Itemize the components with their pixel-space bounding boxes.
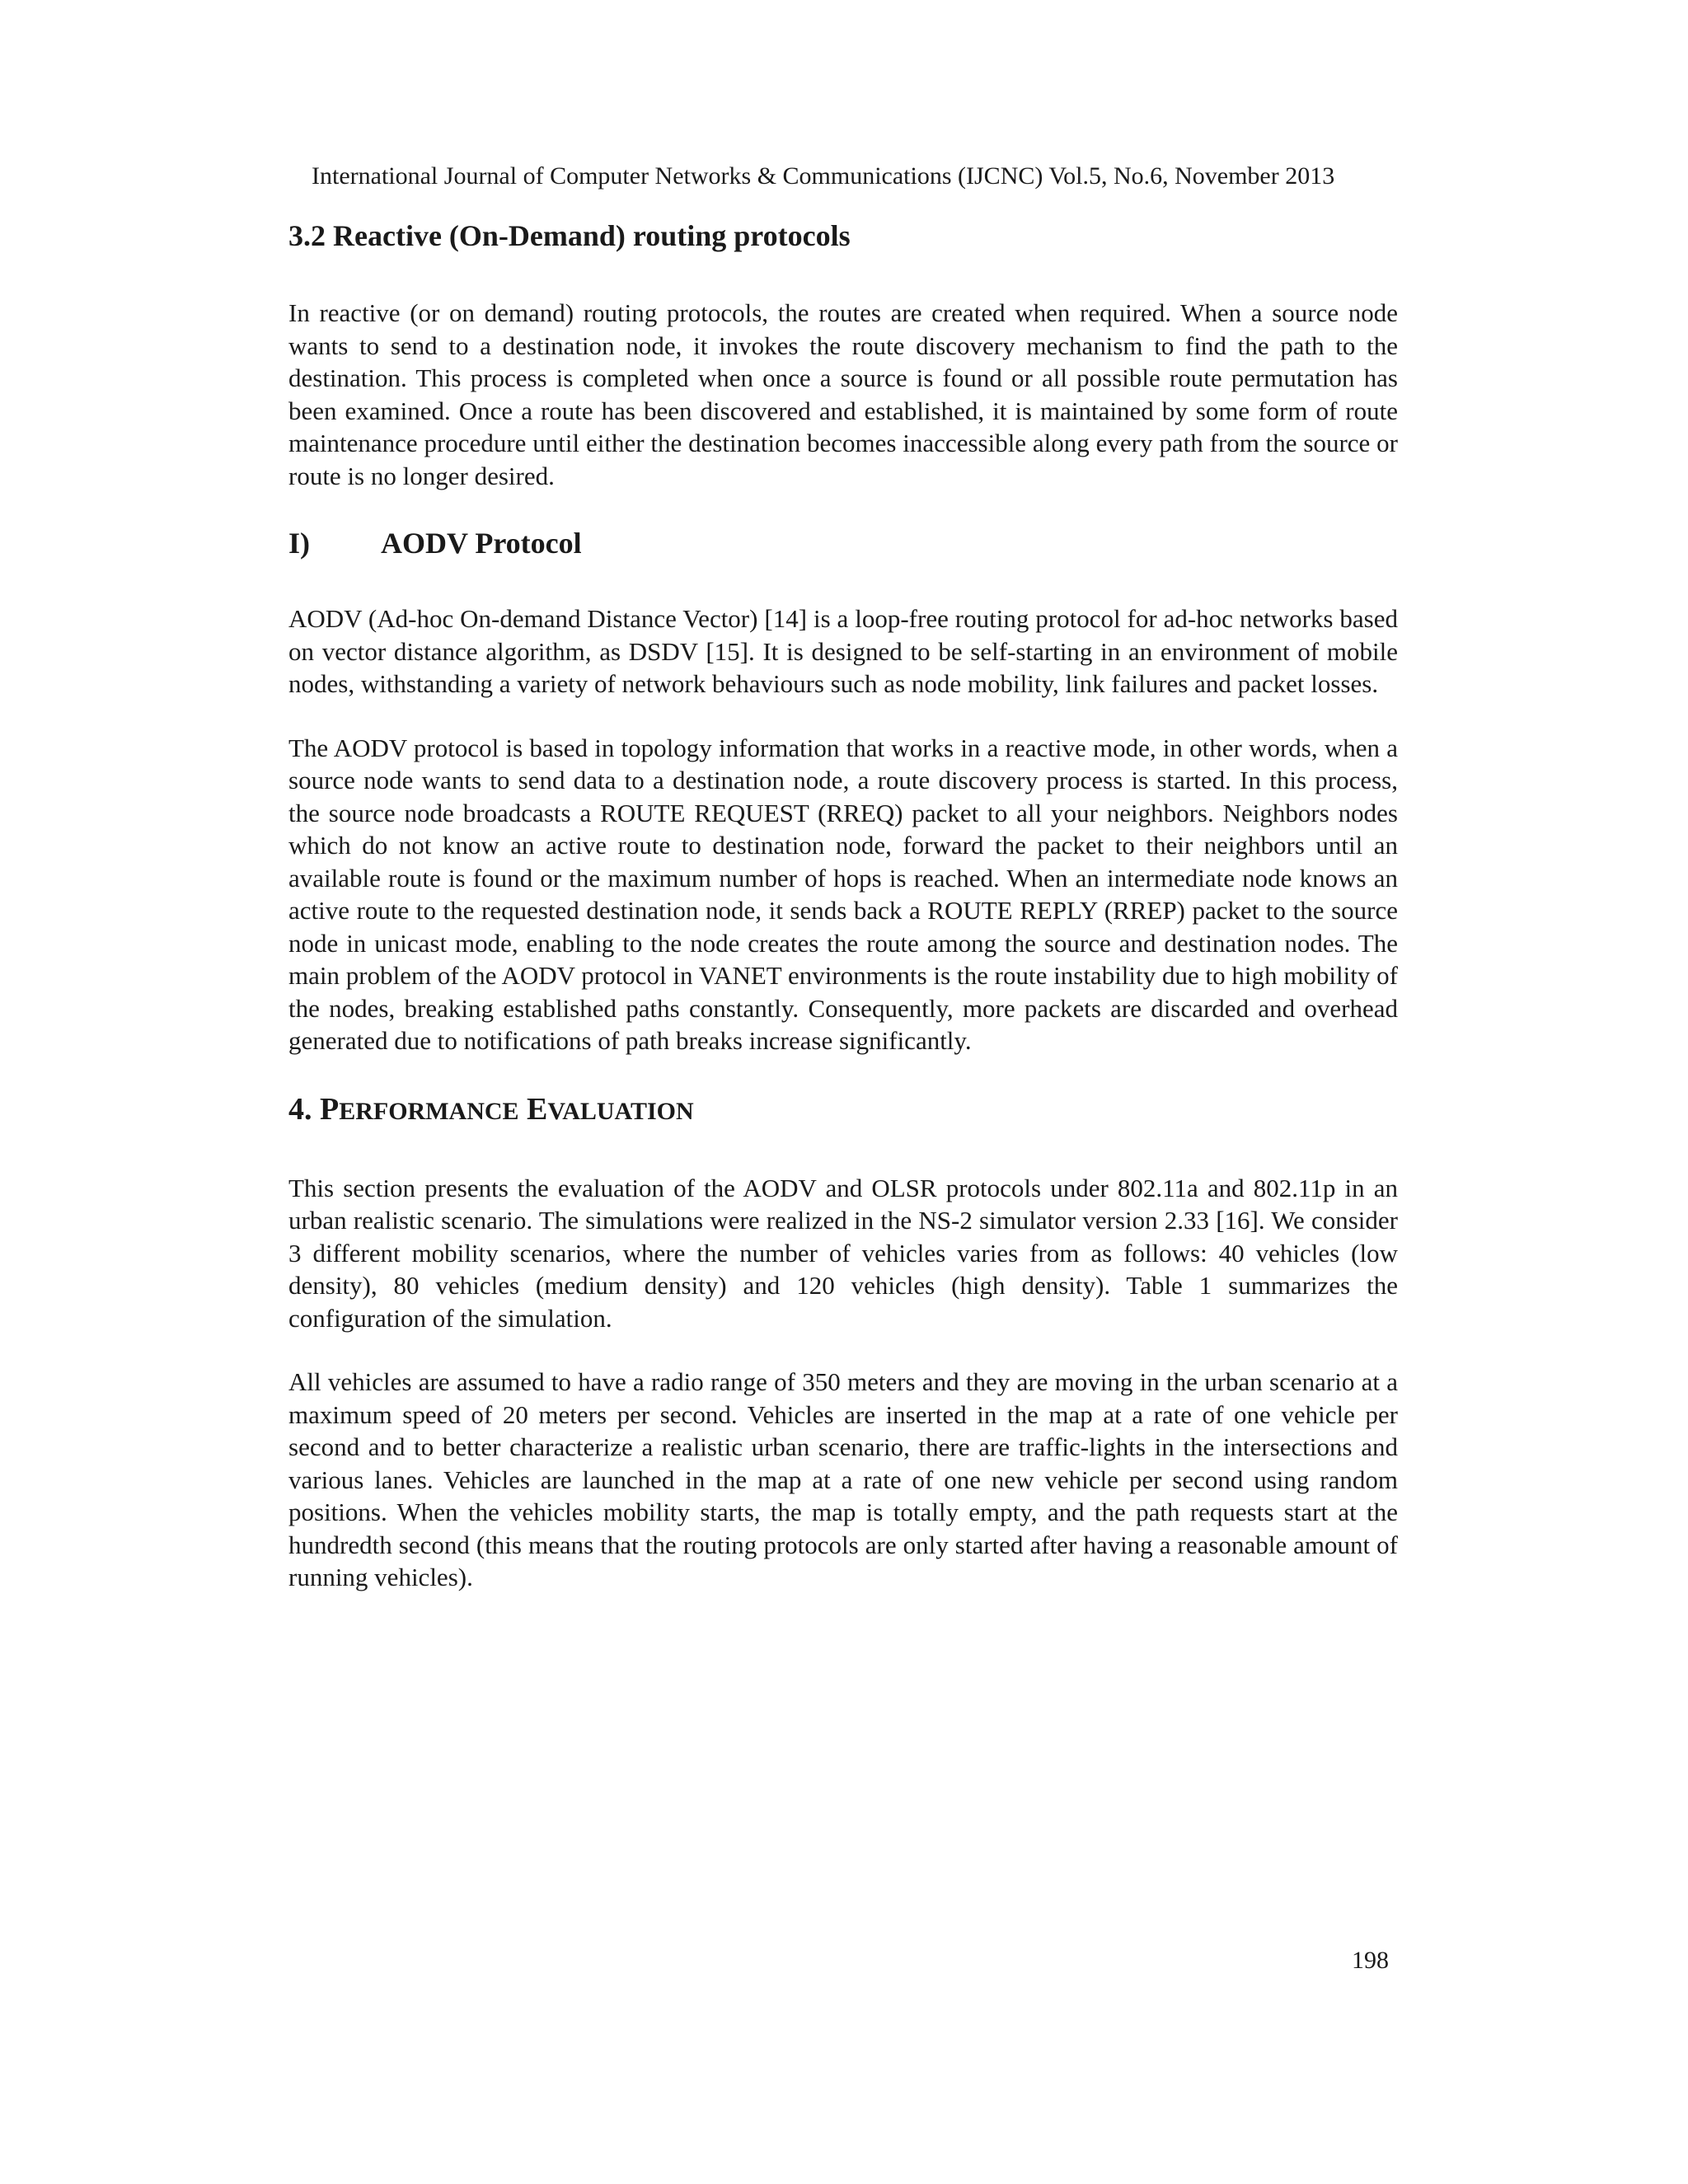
section-4-title-rest-2: VALUATION: [547, 1097, 694, 1125]
section-4-title-cap-1: P: [320, 1091, 340, 1127]
page-number: 198: [1352, 1947, 1389, 1974]
section-3-2-title: 3.2 Reactive (On-Demand) routing protocols: [288, 219, 851, 252]
section-4-number: 4.: [288, 1091, 312, 1127]
page-content: [288, 216, 1398, 1625]
aodv-paragraph-1: AODV (Ad-hoc On-demand Distance Vector) [14] is a loop-free routing protocol for ad-hoc networks based on vector distance algorithm, as DSDV [15]. It is designed to be self-starting in an environment of mobile nodes, withstanding a variety of network behaviours such as node mobility, link failures and packet losses.: [288, 604, 1398, 698]
aodv-paragraph-2: The AODV protocol is based in topology information that works in a reactive mode, in other words, when a source node wants to send data to a destination node, a route discovery process is started. In this process, the source node broadcasts a ROUTE REQUEST (RREQ) packet to all your neighbors. Neighbors nodes which do not know an active route to destination node, forward the packet to their neighbors until an available route is found or the maximum number of hops is reached. When an intermediate node knows an active route to the requested destination node, it sends back a ROUTE REPLY (RREP) packet to the source node in unicast mode, enabling to the node creates the route among the source and destination nodes. The main problem of the AODV protocol in VANET environments is the route instability due to high mobility of the nodes, breaking established paths constantly. Consequently, more packets are discarded and overhead generated due to notifications of path breaks increase significantly.: [288, 733, 1398, 1055]
aodv-heading-text: AODV Protocol: [381, 527, 582, 560]
section-4-paragraph-1: This section presents the evaluation of the AODV and OLSR protocols under 802.11a and 802.11p in an urban realistic scenario. The simulations were realized in the NS-2 simulator version 2.33 [16]. We consider 3 different mobility scenarios, where the number of vehicles varies from as follows: 40 vehicles (low density), 80 vehicles (medium density) and 120 vehicles (high density). Table 1 summarizes the configuration of the simulation.: [288, 1173, 1398, 1333]
section-4-title-cap-2: E: [527, 1091, 548, 1127]
section-4-paragraph-2: All vehicles are assumed to have a radio range of 350 meters and they are moving in the urban scenario at a maximum speed of 20 meters per second. Vehicles are inserted in the map at a rate of one vehicle per second and to better characterize a realistic urban scenario, there are traffic-lights in the intersections and various lanes. Vehicles are launched in the map at a rate of one new vehicle per second using random positions. When the vehicles mobility starts, the map is totally empty, and the path requests start at the hundredth second (this means that the routing protocols are only started after having a reasonable amount of running vehicles).: [288, 1367, 1398, 1591]
section-4-title-rest-1: ERFORMANCE: [339, 1097, 519, 1125]
aodv-heading-number: I): [288, 527, 310, 560]
aodv-heading: [288, 523, 1398, 563]
running-header: International Journal of Computer Networks & Communications (IJCNC) Vol.5, No.6, November 2013: [312, 162, 1335, 190]
section-3-2-paragraph: In reactive (or on demand) routing protocols, the routes are created when required. When a source node wants to send to a destination node, it invokes the route discovery mechanism to find the path to the destination. This process is completed when once a source is found or all possible route permutation has been examined. Once a route has been discovered and established, it is maintained by some form of route maintenance procedure until either the destination becomes inaccessible along every path from the source or route is no longer desired.: [288, 298, 1398, 490]
section-4-title: [288, 1089, 1398, 1132]
